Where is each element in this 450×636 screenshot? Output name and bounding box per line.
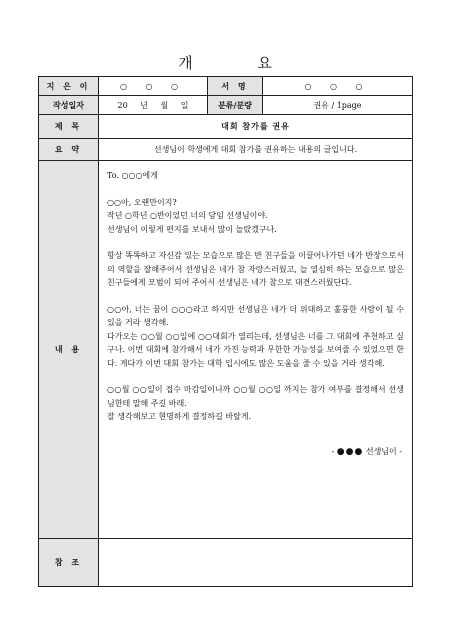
date-label: 작성일자 bbox=[39, 96, 99, 115]
reference-value bbox=[99, 539, 413, 587]
author-value: ○ ○ ○ bbox=[99, 77, 208, 96]
subject-label: 제 목 bbox=[39, 115, 99, 139]
reference-label: 참 조 bbox=[39, 539, 99, 587]
summary-value: 선생님이 학생에게 대회 참가를 권유하는 내용의 글입니다. bbox=[99, 139, 413, 161]
author-label: 지 은 이 bbox=[39, 77, 99, 96]
overview-form bbox=[38, 76, 413, 587]
writer-label: 서 명 bbox=[208, 77, 263, 96]
summary-label: 요 약 bbox=[39, 139, 99, 161]
letter-body bbox=[99, 161, 413, 539]
letter-line: 작년 ○학년 ○반이었던 너의 담임 선생님이야. bbox=[107, 211, 268, 220]
letter-paragraph: 잘 생각해보고 현명하게 결정하길 바랄게. bbox=[107, 412, 252, 421]
signature-prefix: - bbox=[331, 446, 337, 456]
letter-line: 선생님이 이렇게 편지를 보내서 많이 놀랐겠구나. bbox=[107, 224, 277, 234]
letter-paragraph: ○○아, 너는 꿈이 ○○○라고 하지만 선생님은 네가 더 위대하고 훌륭한 사람이 될 수 있을 거라 생각해. bbox=[107, 304, 404, 327]
letter-paragraph: 항상 똑똑하고 자신감 있는 모습으로 많은 반 친구들을 이끌어나가던 네가 반장으로서의 역할을 잘해주어서 선생님은 네가 참 자랑스러웠고, 늘 열심히 하는 모습으로 많은 친구들에게 모범이 되어 주어서 선생님은 네가 참으로 대견스러웠단다. bbox=[107, 251, 404, 287]
letter-greeting: To. ○○○에게 bbox=[107, 171, 158, 180]
category-value: 권유 / 1page bbox=[263, 96, 413, 115]
subject-value: 대회 참가를 권유 bbox=[99, 115, 413, 139]
writer-value: ○ ○ ○ bbox=[263, 77, 413, 96]
letter-line: ○○아, 오랜만이지? bbox=[107, 197, 177, 207]
signature-dots: ●●● bbox=[336, 446, 364, 457]
date-value: 20 년 월 일 bbox=[99, 96, 208, 115]
letter-paragraph: 다가오는 ○○월 ○○일에 ○○대회가 열리는데, 선생님은 너를 그 대회에 추천하고 싶구나. 이번 대회에 참가해서 네가 가진 능력과 무한한 가능성을 보여줄 수 있었으면 한다. 게다가 이번 대회 참가는 대학 입시에도 많은 도움을 줄 수 있을 거라 생각해. bbox=[107, 331, 404, 368]
document-title: 개 요 bbox=[178, 54, 302, 72]
content-label: 내 용 bbox=[39, 161, 99, 539]
letter-paragraph: ○○월 ○○일이 접수 마감일이니까 ○○월 ○○일 까지는 참가 여부를 결정해서 선생님한테 말해 주길 바래. bbox=[107, 385, 404, 408]
signature-suffix: 선생님이 - bbox=[363, 446, 402, 456]
category-label: 분류/분량 bbox=[208, 96, 263, 115]
letter-signature bbox=[107, 445, 404, 460]
